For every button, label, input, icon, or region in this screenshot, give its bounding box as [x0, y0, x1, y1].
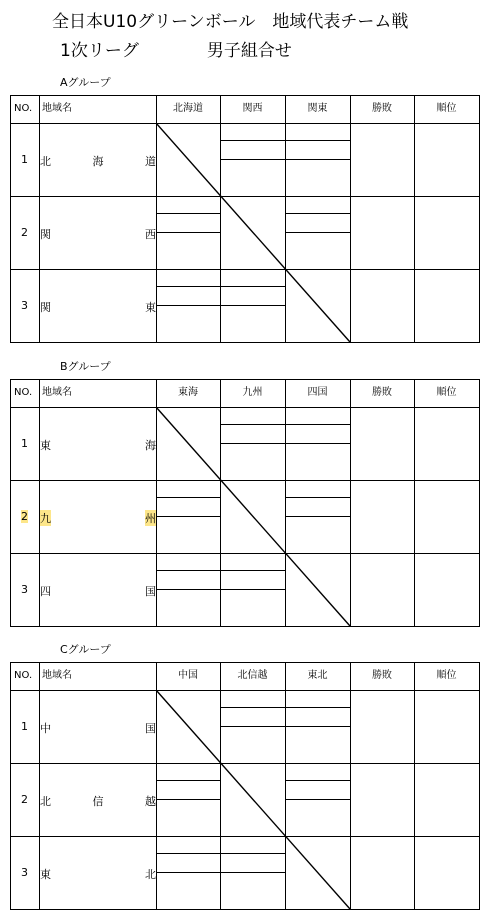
region-char: 関: [40, 301, 51, 314]
header-opponent: 四国: [307, 387, 328, 398]
row-number: [10, 583, 39, 596]
region-char: 国: [145, 585, 156, 598]
row-number-text: 1: [21, 437, 28, 450]
header-win-loss: 勝敗: [372, 387, 392, 398]
row-region-name: [40, 299, 156, 315]
row-region-name: [40, 510, 156, 526]
group-table: [10, 662, 480, 910]
header-rank: 順位: [436, 387, 457, 398]
header-opponent: 九州: [242, 387, 263, 398]
row-number: [10, 720, 39, 733]
row-number: [10, 153, 39, 166]
region-char: 東: [40, 439, 51, 452]
row-number: [10, 226, 39, 239]
header-opponent: 東北: [307, 670, 328, 681]
row-number-text: 1: [21, 153, 28, 166]
group-label: Bグループ: [60, 360, 111, 373]
header-opponent: 東海: [178, 387, 198, 398]
row-number-text: 2: [21, 226, 28, 239]
division-label: 男子組合せ: [206, 41, 292, 61]
header-opponent: 中国: [178, 670, 198, 681]
region-char: 東: [40, 868, 51, 881]
row-number-text: 2: [21, 793, 28, 806]
region-char: 九: [40, 512, 51, 525]
region-char: 東: [145, 301, 156, 314]
row-number: [10, 510, 39, 523]
row-number: [10, 866, 39, 879]
header-no: NO.: [14, 103, 33, 114]
group-table: [10, 95, 480, 343]
region-char: 道: [145, 155, 156, 168]
region-char: 海: [92, 155, 104, 168]
group-label: Aグループ: [60, 76, 111, 89]
row-region-name: [40, 226, 156, 242]
region-char: 北: [40, 795, 51, 808]
league-label: 1次リーグ: [60, 41, 139, 61]
row-number-text: 2: [21, 510, 28, 523]
region-char: 州: [145, 512, 156, 525]
header-win-loss: 勝敗: [372, 670, 392, 681]
row-number-text: 3: [21, 866, 28, 879]
region-char: 海: [145, 439, 156, 452]
region-char: 西: [145, 228, 156, 241]
row-number-text: 3: [21, 299, 28, 312]
group-table: [10, 379, 480, 627]
header-win-loss: 勝敗: [372, 103, 392, 114]
group-label: Cグループ: [60, 643, 111, 656]
row-number: [10, 793, 39, 806]
region-char: 関: [40, 228, 51, 241]
region-char: 国: [145, 722, 156, 735]
header-opponent: 北信越: [237, 670, 268, 681]
region-char: 中: [40, 722, 51, 735]
header-opponent: 関東: [307, 103, 328, 114]
page-subtitle: [60, 36, 292, 61]
header-rank: 順位: [436, 670, 457, 681]
region-char: 信: [92, 795, 104, 808]
header-no: NO.: [14, 670, 33, 681]
row-number: [10, 437, 39, 450]
header-rank: 順位: [436, 103, 457, 114]
row-number: [10, 299, 39, 312]
header-region: 地域名: [42, 103, 72, 114]
header-opponent: 関西: [242, 103, 263, 114]
row-region-name: [40, 437, 156, 453]
row-number-text: 3: [21, 583, 28, 596]
region-char: 北: [40, 155, 51, 168]
header-region: 地域名: [42, 670, 72, 681]
header-no: NO.: [14, 387, 33, 398]
region-char: 四: [40, 585, 51, 598]
region-char: 越: [145, 795, 156, 808]
header-region: 地域名: [42, 387, 72, 398]
header-opponent: 北海道: [173, 103, 203, 114]
region-char: 北: [145, 868, 156, 881]
row-region-name: [40, 793, 156, 809]
row-region-name: [40, 866, 156, 882]
row-region-name: [40, 720, 156, 736]
row-region-name: [40, 583, 156, 599]
row-number-text: 1: [21, 720, 28, 733]
page-title: 全日本U10グリーンボール 地域代表チーム戦: [52, 12, 409, 32]
row-region-name: [40, 153, 156, 169]
